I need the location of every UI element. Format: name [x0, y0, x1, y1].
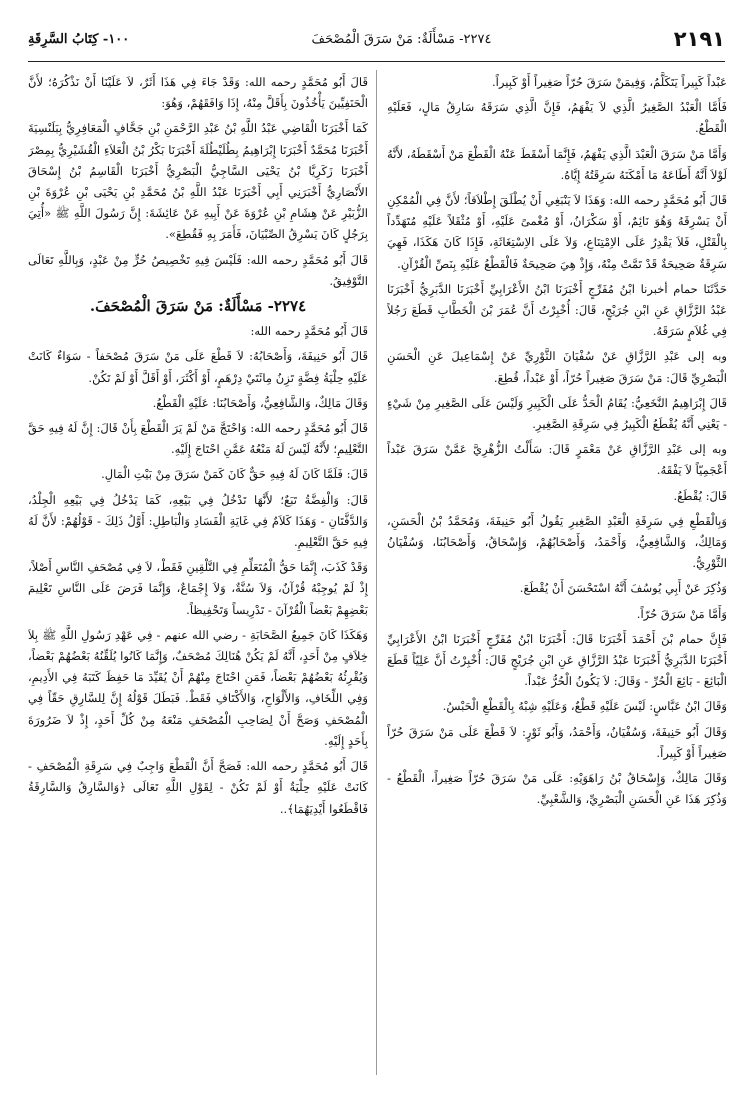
header-rule	[28, 61, 725, 62]
paragraph: وَقَالَ ابْنُ عَبَّاسٍ: لَيْسَ عَلَيْهِ قَطْعٌ، وَعَلَيْهِ شِبْهُ بِالْقَطْعِ الْحَبْسُ.	[442, 699, 727, 714]
paragraph: وبه إلى عَبْدِ الرَّزَّاقِ عَنْ مَعْمَرٍ قَالَ: سَأَلْتُ الزُّهْرِيَّ عَمَّنْ سَرَقَ عَبْداً أَعْجَمِيّاً لاَ يَفْقَهُ.	[387, 442, 727, 478]
book-title: ١٠٠- كِتَابُ السَّرِقَةِ	[28, 31, 130, 47]
paragraph: كَمَا أَخْبَرَنَا الْقَاضِي عَبْدُ اللَّهِ بْنُ عَبْدِ الرَّحْمَنِ بْنِ جَحَّافٍ الْمَعَافِرِيُّ بِبَلَنْسِيَةَ أَخْبَرَنَا مُحَمَّدٌ أَخْبَرَنَا إِبْرَاهِيمُ بِطُلَيْطُلَةَ أَخْبَرَنَا بَكْرُ بْنُ الْعَلاَءِ الْقُشَيْرِيُّ بِمِصْرَ أَخْبَرَنَا زَكَرِيَّا بْنُ يَحْيَى السَّاجِيُّ الْبَصْرِيُّ أَخْبَرَنَا الْقَاسِمُ بْنُ إِسْحَاقَ الأَنْصَارِيُّ أَخْبَرَنِي أَبِي أَخْبَرَنَا عَبْدُ اللَّهِ بْنُ مُحَمَّدِ بْنِ يَحْيَى بْنِ عُرْوَةَ بْنِ الزُّبَيْرِ عَنْ هِشَامِ بْنِ عُرْوَةَ عَنْ أَبِيهِ عَنْ عَائِشَةَ: إِنَّ رَسُولَ اللَّهِ ﷺ «أُتِيَ بِرَجُلٍ كَانَ يَسْرِقُ الصِّبْيَانَ، فَأَمَرَ بِهِ فَقُطِعَ».	[28, 121, 368, 242]
paragraph: وَقَدْ كَذَبَ، إِنَّمَا حَقُّ الْمُتَعَلِّمِ فِي التَّلْقِينِ فَقَطْ، لاَ فِي مُصْحَفِ النَّاسِ أَصْلاً، إِذْ لَمْ يُوجِبْهُ قُرْآنٌ، وَلاَ سُنَّةٌ، وَلاَ إِجْمَاعٌ، وَإِنَّمَا فَرَضَ عَلَى النَّاسِ تَعْلِيمَ بَعْضِهِمْ بَعْضاً الْقُرْآنَ - تَدْرِيساً وَتَحْفِيظاً.	[28, 560, 368, 617]
running-title: ٢٢٧٤- مَسْأَلَةٌ: مَنْ سَرَقَ الْمُصْحَفَ	[311, 31, 492, 47]
paragraph: قَالَ: فَلَمَّا كَانَ لَهُ فِيهِ حَقٌّ كَانَ كَمَنْ سَرَقَ مِنْ بَيْتِ الْمَالِ.	[101, 467, 368, 482]
paragraph: قَالَ أَبُو مُحَمَّدٍ رحمه الله: فَلَيْسَ فِيهِ تَخْصِيصُ حُرٍّ مِنْ عَبْدٍ، وَبِاللَّهِ تَعَالَى التَّوْفِيقُ.	[28, 252, 368, 288]
paragraph: قَالَ: يُقْطَعُ.	[673, 488, 727, 503]
paragraph: وَأَمَّا مَنْ سَرَقَ الْعَبْدَ الَّذِي يَفْهَمُ، فَإِنَّمَا أَسْقَطَ عَنْهُ الْقَطْعَ مَنْ أَسْقَطَهُ، لأَنَّهُ لَوْلاَ أَنَّهُ أَطَاعَهُ مَا أَمْكَنَهُ سَرِقَتُهُ إِيَّاهُ.	[387, 146, 727, 182]
left-column	[28, 72, 368, 1082]
paragraph: قَالَ أَبُو مُحَمَّدٍ رحمه الله: وَقَدْ جَاءَ فِي هَذَا أَثَرٌ، لاَ عَلَيْنَا أَنْ نَذْكُرَهُ؛ لأَنَّ الْحَنَفِيِّينَ يَأْخُذُونَ بِأَقَلَّ مِنْهُ، إِذَا وَافَقَهُمْ، وَهُوَ:	[28, 75, 368, 111]
paragraph: وَبِالْقَطْعِ فِي سَرِقَةِ الْعَبْدِ الصَّغِيرِ يَقُولُ أَبُو حَنِيفَةَ، وَمُحَمَّدُ بْنُ الْحَسَنِ، وَمَالِكٌ، وَالشَّافِعِيُّ، وَأَحْمَدُ، وَأَصْحَابُهُمْ، وَإِسْحَاقُ، وَأَصْحَابُنَا، وَسُفْيَانُ الثَّوْرِيُّ.	[387, 513, 727, 571]
paragraph: قَالَ: وَالْفِضَّةُ تَبَعٌ؛ لأَنَّهَا تَدْخُلُ فِي بَيْعِهِ، كَمَا يَدْخُلُ فِي بَيْعِهِ الْجِلْدُ، وَالدَّفَّتَانِ - وَهَذَا كَلاَمٌ فِي غَايَةِ الْفَسَادِ وَالْبَاطِلِ: أَوَّلُ ذَلِكَ - قَوْلُهُمْ: لأَنَّ لَهُ فِيهِ حَقَّ التَّعْلِيمِ.	[28, 492, 368, 550]
paragraph: وبه إلى عَبْدِ الرَّزَّاقِ عَنْ سُفْيَانَ الثَّوْرِيِّ عَنْ إِسْمَاعِيلَ عَنِ الْحَسَنِ الْبَصْرِيِّ قَالَ: مَنْ سَرَقَ صَغِيراً حُرّاً، أَوْ عَبْداً، قُطِعَ.	[387, 349, 727, 385]
section-heading: ٢٢٧٤- مَسْأَلَةٌ: مَنْ سَرَقَ الْمُصْحَفَ.	[89, 297, 307, 316]
paragraph: وَهَكَذَا كَانَ جَمِيعُ الصَّحَابَةِ - رضي الله عنهم - فِي عَهْدِ رَسُولِ اللَّهِ ﷺ بِلاَ خِلاَفٍ مِنْ أَحَدٍ، أَنَّهُ لَمْ يَكُنْ هُنَالِكَ مُصْحَفٌ، وَإِنَّمَا كَانُوا يُلَقِّنُهُ بَعْضُهُمْ بَعْضاً، وَيُقْرِئُهُ بَعْضُهُمْ بَعْضاً، فَمَنِ احْتَاجَ مِنْهُمْ أَنْ يُقَيِّدَ مَا حَفِظَ كَتَبَهُ فِي الأَدِيمِ، وَفِي اللِّخَافِ، وَالأَلْوَاحِ، وَالأَكْتَافِ فَقَطْ. فَبَطَلَ قَوْلُهُ إِنَّ لِلسَّارِقِ حَقّاً فِي الْمُصْحَفِ وَصَحَّ أَنْ لِصَاحِبِ الْمُصْحَفِ مَنْعَهُ مِنْ كُلِّ أَحَدٍ، إِذْ لاَ ضَرُورَةَ بِأَحَدٍ إِلَيْهِ.	[28, 627, 368, 748]
paragraph: حَدَّثَنَا حمام أخبرنا ابْنُ مُفَرِّجٍ أَخْبَرَنَا ابْنُ الأَعْرَابِيِّ أَخْبَرَنَا الدَّبَرِيُّ أَخْبَرَنَا عَبْدُ الرَّزَّاقِ عَنِ ابْنِ جُرَيْجٍ، قَالَ: أُخْبِرْتُ أَنَّ عُمَرَ بْنَ الْخَطَّابِ قَطَعَ رَجُلاً فِي غُلاَمٍ سَرَقَهُ.	[387, 281, 727, 339]
paragraph: وَأَمَّا مَنْ سَرَقَ حُرّاً.	[636, 606, 727, 621]
paragraph: وَقَالَ أَبُو حَنِيفَةَ، وَسُفْيَانُ، وَأَحْمَدُ، وَأَبُو ثَوْرٍ: لاَ قَطْعَ عَلَى مَنْ سَرَقَ حُرّاً صَغِيراً أَوْ كَبِيراً.	[387, 724, 727, 760]
right-column	[387, 72, 727, 1082]
paragraph: قَالَ أَبُو مُحَمَّدٍ رحمه الله: فَصَحَّ أَنَّ الْقَطْعَ وَاجِبٌ فِي سَرِقَةِ الْمُصْحَفِ - كَانَتْ عَلَيْهِ حِلْيَةٌ أَوْ لَمْ تَكُنْ - لِقَوْلِ اللَّهِ تَعَالَى ﴿وَالسَّارِقُ وَالسَّارِقَةُ فَاقْطَعُوا أَيْدِيَهُمَا﴾..	[28, 759, 368, 816]
paragraph: قَالَ أَبُو مُحَمَّدٍ رحمه الله: وَهَذَا لاَ يَنْبَغِي أَنْ يُطْلَقَ إِطْلاَقاً؛ لأَنَّ فِي الْمُمْكِنِ أَنْ يَسْرِقَهُ وَهُوَ نَائِمٌ، أَوْ سَكْرَانُ، أَوْ مُغْمىً عَلَيْهِ، أَوْ مُثْقَلاً عَلَيْهِ مُتَهَدِّداً بِالْقَتْلِ، فَلاَ يَقْدِرُ عَلَى الاِمْتِنَاعِ، وَلاَ عَلَى الاِسْتِغَاثَةِ، فَإِذَا كَانَ هَكَذَا، فَهِيَ سَرِقَةٌ صَحِيحَةٌ قَدْ تَمَّتْ مِنْهُ، وَإِذْ هِيَ صَحِيحَةٌ فَالْقَطْعُ عَلَيْهِ بِنَصِّ الْقُرْآنِ.	[387, 193, 727, 271]
paragraph: وَقَالَ مَالِكٌ، وَالشَّافِعِيُّ، وَأَصْحَابُنَا: عَلَيْهِ الْقَطْعُ.	[152, 395, 368, 410]
paragraph: وَقَالَ مَالِكٌ، وَإِسْحَاقُ بْنُ رَاهَوَيْهِ: عَلَى مَنْ سَرَقَ حُرّاً صَغِيراً، الْقَطْعُ - وَذُكِرَ هَذَا عَنِ الْحَسَنِ الْبَصْرِيِّ، وَالشَّعْبِيِّ.	[387, 771, 727, 807]
page-header	[28, 22, 725, 56]
paragraph: فَإِنَّ حمام بْنَ أَحْمَدَ أَخْبَرَنَا قَالَ: أَخْبَرَنَا ابْنُ مُفَرِّجٍ أَخْبَرَنَا ابْنُ الأَعْرَابِيِّ أَخْبَرَنَا الدَّبَرِيُّ أَخْبَرَنَا عَبْدُ الرَّزَّاقِ عَنِ ابْنِ جُرَيْجٍ قَالَ: أُخْبِرْتُ أَنَّ عَلِيّاً قَطَعَ الْبَائِعَ - بَائِعَ الْحُرِّ - وَقَالَ: لاَ يَكُونُ الْحُرُّ عَبْداً.	[387, 631, 727, 689]
paragraph: عَبْداً كَبِيراً يَتَكَلَّمُ، وَفِيمَنْ سَرَقَ حُرّاً صَغِيراً أَوْ كَبِيراً.	[491, 75, 727, 89]
paragraph: قَالَ أَبُو مُحَمَّدٍ رحمه الله:	[250, 324, 368, 339]
paragraph: قَالَ أَبُو حَنِيفَةَ، وَأَصْحَابُهُ: لاَ قَطْعَ عَلَى مَنْ سَرَقَ مُصْحَفاً - سَوَاءٌ كَانَتْ عَلَيْهِ حِلْيَةُ فِضَّةٍ تَزِنُ مِائَتَيْ دِرْهَمٍ، أَوْ أَكْثَرَ، أَوْ أَقَلَّ أَوْ لَمْ تَكُنْ.	[28, 349, 368, 385]
paragraph: فَأَمَّا الْعَبْدُ الصَّغِيرُ الَّذِي لاَ يَفْهَمُ، فَإِنَّ الَّذِي سَرَقَهُ سَارِقُ مَالٍ، فَعَلَيْهِ الْقَطْعُ.	[387, 100, 727, 136]
paragraph: قَالَ أَبُو مُحَمَّدٍ رحمه الله: وَاحْتَجَّ مَنْ لَمْ يَرَ الْقَطْعَ بِأَنْ قَالَ: إِنَّ لَهُ فِيهِ حَقَّ التَّعْلِيمِ؛ لأَنَّهُ لَيْسَ لَهُ مَنْعُهُ عَمَّنِ احْتَاجَ إِلَيْهِ.	[28, 421, 368, 457]
paragraph: وَذُكِرَ عَنْ أَبِي يُوسُفَ أَنَّهُ اسْتَحْسَنَ أَنْ يُقْطَعَ.	[519, 581, 727, 596]
page-number: ٢١٩١	[673, 27, 725, 51]
column-separator	[376, 70, 377, 1075]
paragraph: قَالَ إِبْرَاهِيمُ النَّخَعِيُّ: يُقَامُ الْحَدُّ عَلَى الْكَبِيرِ وَلَيْسَ عَلَى الصَّغِيرِ مِنْ شَيْءٍ - يَعْنِي أَنَّهُ يُقْطَعُ الْكَبِيرُ فِي سَرِقَةِ الصَّغِيرِ.	[387, 395, 727, 432]
